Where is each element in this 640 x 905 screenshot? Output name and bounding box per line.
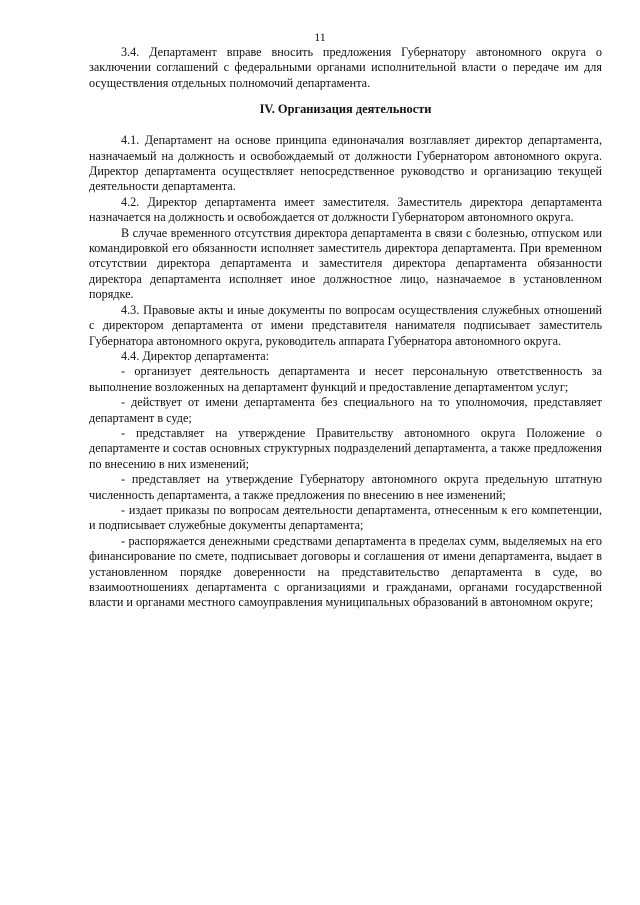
- paragraph-3-4: 3.4. Департамент вправе вносить предложения Губернатору автономного округа о заключении соглашений с федеральными органами исполнительной власти о передаче им для осуществления отдельных полномочий департамента.: [89, 45, 602, 90]
- paragraph-4-3: 4.3. Правовые акты и иные документы по вопросам осуществления служебных отношений с директором департамента от имени представителя нанимателя подписывает заместитель Губернатора автономного округа, руководитель аппарата Губернатора автономного округа.: [89, 302, 602, 348]
- section-title: IV. Организация деятельности: [259, 102, 432, 117]
- paragraph-4-4: 4.4. Директор департамента:: [121, 348, 270, 363]
- list-item-submits-regulation: - представляет на утверждение Правительству автономного округа Положение о департаменте и состав основных структурных подразделений департамента, а также предложения по внесению в них изменений;: [89, 425, 602, 471]
- page-number: 11: [314, 30, 326, 44]
- paragraph-4-1: 4.1. Департамент на основе принципа единоначалия возглавляет директор департамента, назначаемый на должность и освобождаемый от должности Губернатором автономного округа. Директор департамента осуществляет непосредственное руководство и организацию текущей деятельности департамента.: [89, 133, 602, 194]
- list-item-acts-on-behalf: - действует от имени департамента без специального на то уполномочия, представляет департамент в суде;: [89, 395, 602, 425]
- document-body: [89, 45, 602, 611]
- list-item-issues-orders: - издает приказы по вопросам деятельности департамента, отнесенным к его компетенции, и подписывает служебные документы департамента;: [89, 502, 602, 533]
- paragraph-temporary-absence: В случае временного отсутствия директора департамента в связи с болезнью, отпуском или командировкой его обязанности исполняет заместитель директора департамента. При временном отсутствии директора департамента и заместителя директора департамента обязанности директора департамента исполняет иное должностное лицо, назначаемое в установленном порядке.: [89, 225, 602, 302]
- list-item-submits-staffing: - представляет на утверждение Губернатору автономного округа предельную штатную численность департамента, а также предложения по внесению в нее изменений;: [89, 472, 602, 502]
- list-item-organizes: - организует деятельность департамента и несет персональную ответственность за выполнение возложенных на департамент функций и предоставление департаментом услуг;: [89, 364, 602, 394]
- paragraph-4-2: 4.2. Директор департамента имеет заместителя. Заместитель директора департамента назначается на должность и освобождается от должности Губернатором автономного округа.: [89, 194, 602, 225]
- list-item-manages-funds: - распоряжается денежными средствами департамента в пределах сумм, выделяемых на его финансирование по смете, подписывает договоры и соглашения от имени департамента, выдает в установленном порядке доверенности на представительство департамента в суде, во взаимоотношениях департамента с организациями и гражданами, органами государственной власти и органами местного самоуправления муниципальных образований в автономном округе;: [89, 533, 602, 610]
